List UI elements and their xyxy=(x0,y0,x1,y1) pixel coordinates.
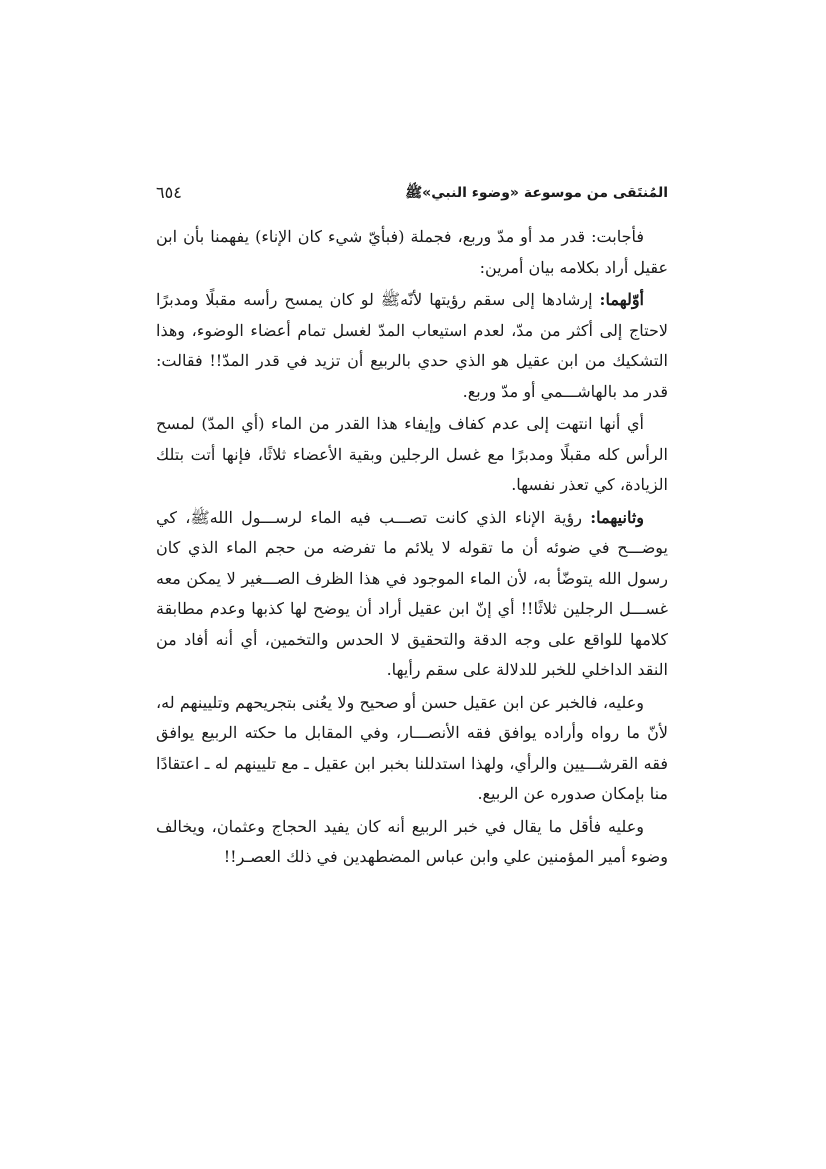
paragraph-1 xyxy=(156,222,668,283)
paragraph-6-text: وعليه فأقل ما يقال في خبر الربيع أنه كان يفيد الحجاج وعثمان، ويخالف وضوء أمير المؤمنين علي وابن عباس المضطهدين في ذلك العصـر!! xyxy=(156,816,668,866)
body-text xyxy=(156,222,668,873)
running-header xyxy=(156,181,668,211)
running-title: المُنتَقى من موسوعة «وضوء النبي»ﷺ xyxy=(405,185,668,201)
paragraph-3-text: أي أنها انتهت إلى عدم كفاف وإيفاء هذا القدر من الماء (أي المدّ) لمسح الرأس كله مقبلًا ومدبرًا مع غسل الرجلين وبقية الأعضاء ثلاثًا، فإنها أتت بتلك الزيادة، كي تعذر نفسها. xyxy=(156,414,668,494)
paragraph-4-lead: وثانيهما: xyxy=(590,507,644,527)
paragraph-4-text: رؤية الإناء الذي كانت تصـــب فيه الماء لرســـول اللهﷺ، كي يوضـــح في ضوئه أن ما تقوله لا يلائم ما تفرضه من حجم الماء الذي كان رسول الله يتوضّأ به، لأن الماء الموجود في هذا الظرف الصـــغير لا يمكن معه غســـل الرجلين ثلاثًا!! أي إنّ ابن عقيل أراد أن يوضح لها كذبها وعدم مطابقة كلامها للواقع على وجه الدقة والتحقيق لا الحدس والتخمين، أي أنه أفاد من النقد الداخلي للخبر للدلالة على سقم رأيها. xyxy=(156,507,668,679)
paragraph-2 xyxy=(156,285,668,407)
paragraph-4 xyxy=(156,503,668,686)
paragraph-6 xyxy=(156,812,668,873)
paragraph-5 xyxy=(156,688,668,810)
paragraph-1-text: فأجابت: قدر مد أو مدّ وربع، فجملة (فبأيّ شيء كان الإناء) يفهمنا بأن ابن عقيل أراد بكلامه بيان أمرين: xyxy=(156,227,668,277)
paragraph-3 xyxy=(156,409,668,501)
paragraph-5-text: وعليه، فالخبر عن ابن عقيل حسن أو صحيح ولا يعُنى بتجريحهم وتليينهم له، لأنّ ما رواه وأراده يوافق فقه الأنصـــار، وفي المقابل ما حكته الربيع يوافق فقه القرشـــيين والرأي، ولهذا استدللنا بخبر ابن عقيل ـ مع تليينهم له ـ اعتقادًا منا بإمكان صدوره عن الربيع. xyxy=(156,692,668,803)
paragraph-2-text: إرشادها إلى سقم رؤيتها لأنّهﷺ لو كان يمسح رأسه مقبلًا ومدبرًا لاحتاج إلى أكثر من مدّ، لعدم استيعاب المدّ لغسل تمام أعضاء الوضوء، وهذا التشكيك من ابن عقيل هو الذي حدي بالربيع أن تزيد في قدر المدّ!! فقالت: قدر مد بالهاشـــمي أو مدّ وربع. xyxy=(156,290,668,401)
paragraph-2-lead: أوّلهما: xyxy=(599,290,644,309)
page-number: ٦٥٤ xyxy=(156,183,182,202)
